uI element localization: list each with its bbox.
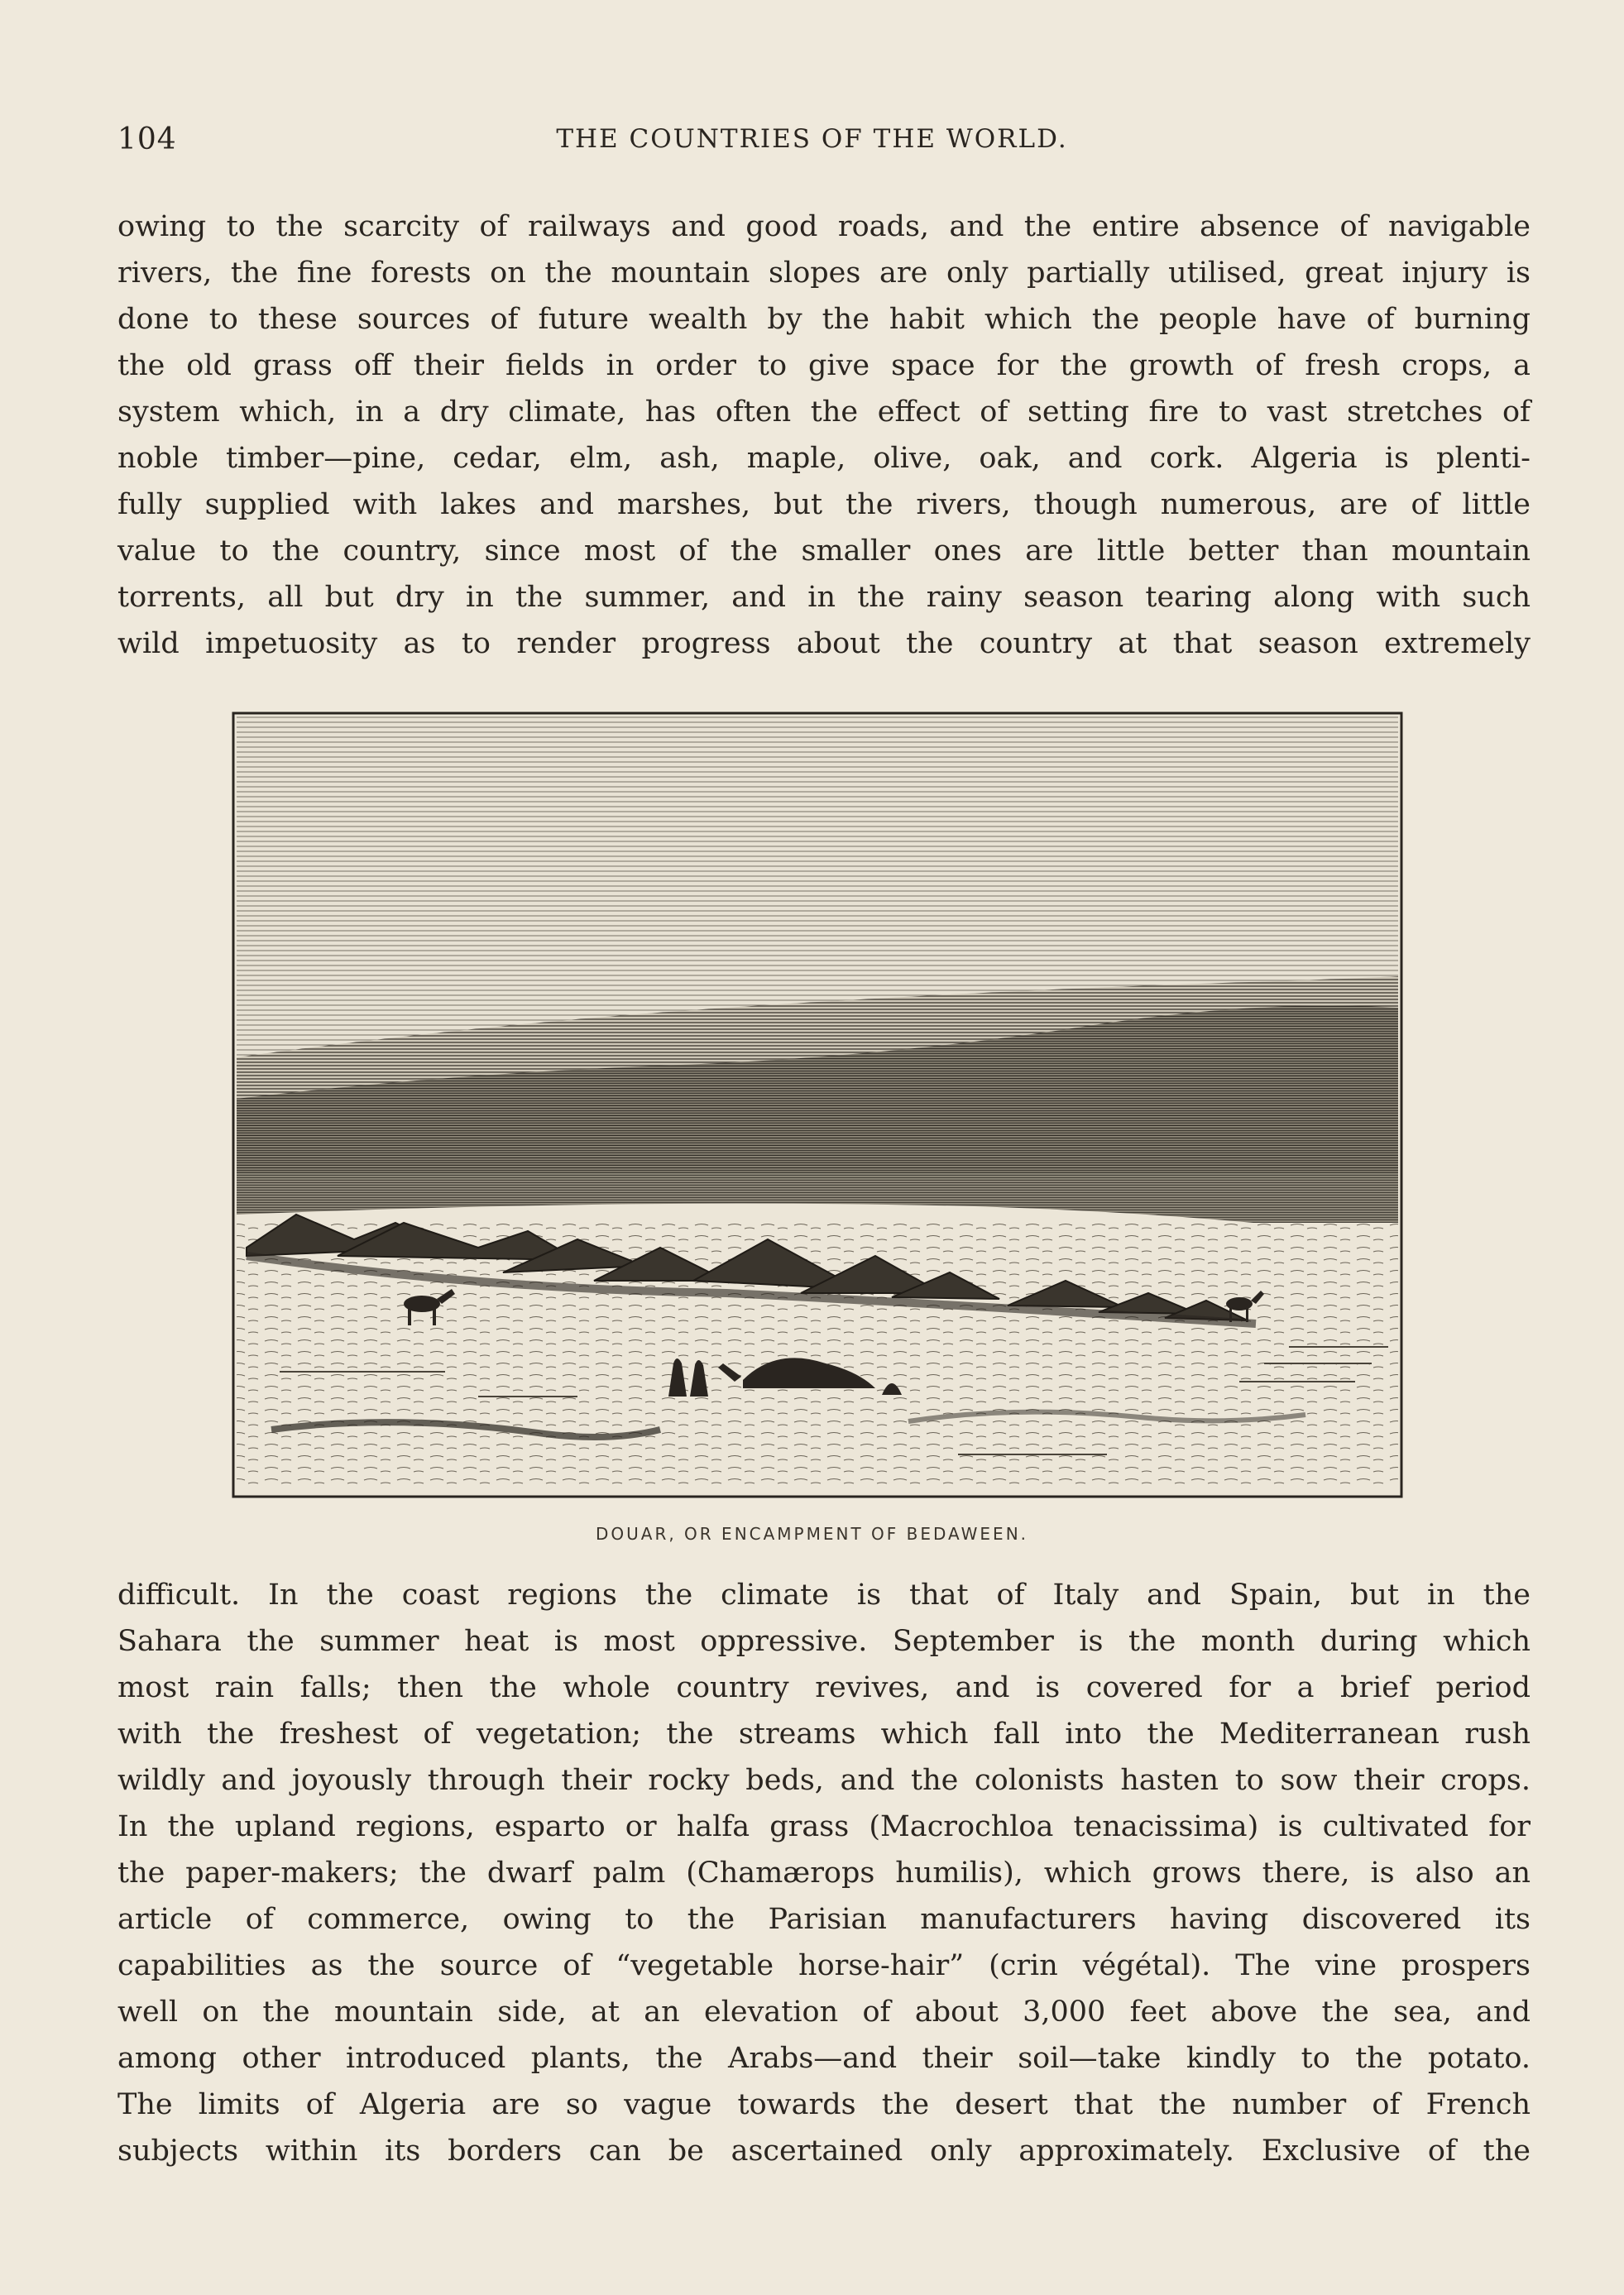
text-line: Sahara the summer heat is most oppressive. September is the month during which [117,1625,1531,1658]
text-line: most rain falls; then the whole country revives, and is covered for a brief period [117,1671,1531,1704]
text-line: wild impetuosity as to render progress about the country at that season extremely [117,627,1531,660]
text-line: In the upland regions, esparto or halfa grass (Macrochloa tenacissima) is cultivated for [117,1810,1531,1843]
text-line: capabilities as the source of “vegetable horse-hair” (crin végétal). The vine prospers [117,1949,1531,1982]
desert-plain [237,1223,1398,1490]
text-line: the paper-makers; the dwarf palm (Chamærops humilis), which grows there, is also an [117,1857,1531,1890]
text-line: well on the mountain side, at an elevation of about 3,000 feet above the sea, and [117,1996,1531,2029]
engraving-svg [230,710,1405,1500]
text-line: value to the country, since most of the smaller ones are little better than mountain [117,534,1531,568]
text-line: article of commerce, owing to the Parisian manufacturers having discovered its [117,1903,1531,1936]
text-line: torrents, all but dry in the summer, and in the rainy season tearing along with such [117,581,1531,614]
running-head: THE COUNTRIES OF THE WORLD. [556,124,1068,154]
text-line: system which, in a dry climate, has often the effect of setting fire to vast stretches of [117,395,1531,429]
text-line: done to these sources of future wealth by the habit which the people have of burning [117,303,1531,336]
text-line: among other introduced plants, the Arabs—and their soil—take kindly to the potato. [117,2042,1531,2075]
engraving-illustration [230,710,1405,1500]
text-line: difficult. In the coast regions the climate is that of Italy and Spain, but in the [117,1579,1531,1612]
figure-caption: DOUAR, OR ENCAMPMENT OF BEDAWEEN. [595,1524,1029,1544]
body-text-bottom [117,1572,1531,2174]
text-line: The limits of Algeria are so vague towards the desert that the number of French [117,2088,1531,2121]
body-text-top [117,204,1531,667]
text-line: noble timber—pine, cedar, elm, ash, maple, olive, oak, and cork. Algeria is plenti- [117,442,1531,475]
text-line: owing to the scarcity of railways and good roads, and the entire absence of navigable [117,210,1531,243]
text-line: with the freshest of vegetation; the streams which fall into the Mediterranean rush [117,1718,1531,1751]
page-number: 104 [117,122,177,156]
text-line: rivers, the fine forests on the mountain slopes are only partially utilised, great injury is [117,256,1531,290]
text-line: subjects within its borders can be ascertained only approximately. Exclusive of the [117,2134,1531,2168]
text-line: wildly and joyously through their rocky beds, and the colonists hasten to sow their crops. [117,1764,1531,1797]
text-line: fully supplied with lakes and marshes, but the rivers, though numerous, are of little [117,488,1531,521]
text-line: the old grass off their fields in order to give space for the growth of fresh crops, a [117,349,1531,382]
